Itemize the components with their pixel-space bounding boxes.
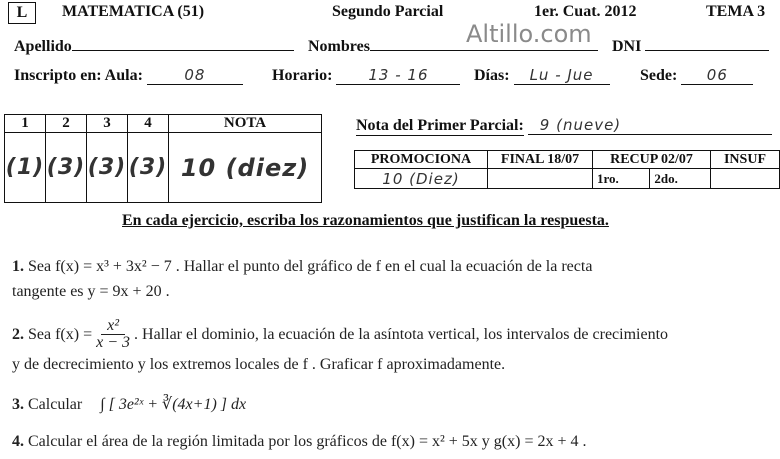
- exercise-1-text: Sea f(x) = x³ + 3x² − 7 . Hallar el punto del gráfico de f en el cual la ecuación de la recta: [28, 258, 593, 275]
- exercise-2-number: 2.: [12, 325, 24, 343]
- dni-field: [612, 36, 769, 56]
- grade-header-3: 3: [87, 115, 128, 133]
- insuf-cell: [711, 169, 780, 189]
- aula-field: [14, 66, 243, 85]
- dni-line: [645, 36, 769, 51]
- promo-table: [354, 150, 780, 189]
- promo-header-promociona: PROMOCIONA: [355, 151, 488, 169]
- nombres-label: Nombres: [308, 38, 370, 55]
- dias-label: Días:: [474, 67, 510, 84]
- final-cell: [488, 169, 593, 189]
- horario-field: [272, 66, 460, 85]
- aula-label: Inscripto en: Aula:: [14, 67, 143, 84]
- exercise-2-text-a: Sea f(x) =: [28, 325, 93, 343]
- tag-box: L: [8, 2, 36, 24]
- grade-header-2: 2: [46, 115, 87, 133]
- exercise-1-line1: [12, 258, 592, 276]
- apellido-field: [14, 36, 294, 56]
- exam-title: Segundo Parcial: [332, 3, 444, 20]
- exercise-2-line2: y de decrecimiento y los extremos locales de f . Graficar f aproximadamente.: [12, 356, 506, 373]
- exercise-3-text: Calcular: [28, 396, 83, 413]
- primer-parcial-label: Nota del Primer Parcial:: [356, 117, 524, 134]
- exercise-3-integral: ∫ [ 3e²ˣ + ∛(4x+1) ] dx: [100, 396, 247, 413]
- apellido-line: [72, 36, 294, 51]
- nombres-line: [370, 36, 598, 51]
- promo-header-insuf: INSUF: [711, 151, 780, 169]
- grade-mark-3: (3): [87, 133, 128, 203]
- dias-field: [474, 66, 610, 85]
- grade-mark-2: (3): [46, 133, 87, 203]
- apellido-label: Apellido: [14, 38, 72, 55]
- exercise-1-number: 1.: [12, 258, 24, 275]
- exercise-2-fraction: [96, 318, 130, 351]
- exercise-3: [12, 394, 246, 414]
- recup-2do: 2do.: [650, 169, 711, 189]
- fraction-denominator: x − 3: [96, 334, 131, 351]
- primer-parcial-value: 9 (nueve): [528, 116, 772, 135]
- exercise-1-line2: tangente es y = 9x + 20 .: [12, 283, 170, 300]
- promociona-value: 10 (Diez): [355, 169, 488, 189]
- term-label: 1er. Cuat. 2012: [534, 3, 637, 20]
- promo-header-final: FINAL 18/07: [488, 151, 593, 169]
- subject-title: MATEMATICA (51): [62, 3, 205, 20]
- grade-header-4: 4: [128, 115, 169, 133]
- sede-label: Sede:: [640, 67, 678, 84]
- promo-header-recup: RECUP 02/07: [593, 151, 711, 169]
- grade-header-nota: NOTA: [169, 115, 322, 133]
- exercise-2-line1: [12, 318, 668, 351]
- fraction-numerator: x²: [101, 318, 125, 335]
- instructions: En cada ejercicio, escriba los razonamientos que justifican la respuesta.: [122, 212, 609, 229]
- watermark: Altillo.com: [466, 20, 592, 48]
- grade-header-1: 1: [5, 115, 46, 133]
- exercise-4: [12, 433, 587, 451]
- sede-field: [640, 66, 753, 85]
- recup-1ro: 1ro.: [593, 169, 650, 189]
- exercise-3-number: 3.: [12, 396, 24, 413]
- dias-value: Lu - Jue: [514, 66, 610, 85]
- horario-label: Horario:: [272, 67, 333, 84]
- exercise-2-text-b: . Hallar el dominio, la ecuación de la asíntota vertical, los intervalos de crecimiento: [134, 325, 669, 343]
- nombres-field: [308, 36, 598, 56]
- dni-label: DNI: [612, 38, 642, 55]
- grade-mark-nota: 10 (diez): [169, 133, 322, 203]
- horario-value: 13 - 16: [336, 66, 460, 85]
- primer-parcial-field: [356, 116, 772, 136]
- exercise-4-number: 4.: [12, 433, 24, 450]
- version-label: TEMA 3: [706, 3, 766, 20]
- aula-value: 08: [147, 66, 243, 85]
- sede-value: 06: [681, 66, 753, 85]
- grades-table: [4, 114, 322, 203]
- grade-mark-1: (1): [5, 133, 46, 203]
- grade-mark-4: (3): [128, 133, 169, 203]
- exercise-4-text: Calcular el área de la región limitada por los gráficos de f(x) = x² + 5x y g(x) = 2x + 4 .: [28, 433, 587, 450]
